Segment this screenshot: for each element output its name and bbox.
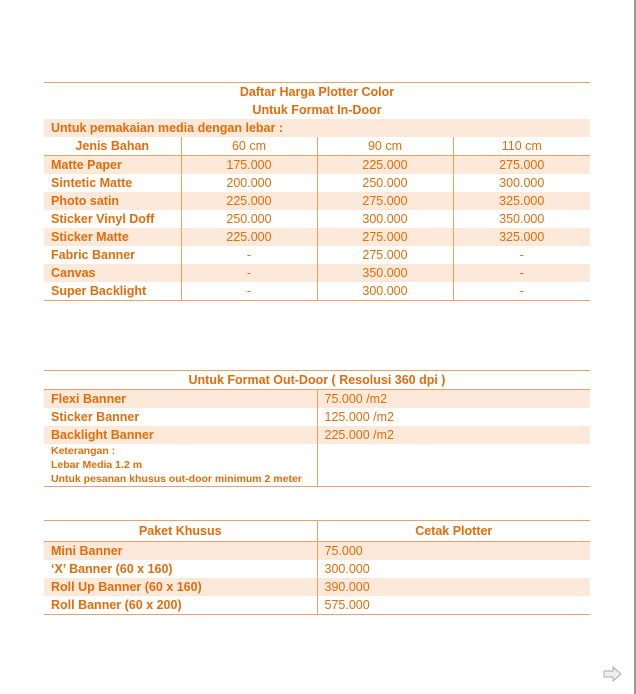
- item-price: 75.000: [317, 542, 590, 561]
- item-name: Photo satin: [44, 192, 181, 210]
- item-name: Mini Banner: [44, 542, 317, 561]
- empty-cell: [317, 458, 590, 472]
- note-row: [44, 444, 590, 458]
- item-price: 275.000: [317, 228, 453, 246]
- item-price: 125.000 /m2: [317, 408, 590, 426]
- table-row: [44, 264, 590, 282]
- table-row: [44, 282, 590, 301]
- item-price: 250.000: [181, 210, 317, 228]
- column-header: Paket Khusus: [44, 521, 317, 542]
- item-price: 575.000: [317, 596, 590, 615]
- note-text: Keterangan :: [51, 445, 116, 457]
- item-name: Roll Banner (60 x 200): [51, 598, 182, 612]
- item-name: Canvas: [44, 264, 181, 282]
- column-header: 90 cm: [317, 137, 453, 156]
- note-text: Untuk pesanan khusus out-door minimum 2 meter: [51, 473, 302, 485]
- table-row: [44, 578, 590, 596]
- table-row: [44, 228, 590, 246]
- column-header: 110 cm: [453, 137, 590, 156]
- table-row: [44, 542, 590, 561]
- item-price: 225.000: [181, 192, 317, 210]
- item-price: 300.000: [317, 282, 453, 301]
- item-price: 275.000: [453, 156, 590, 175]
- table-subtitle: Untuk Format In-Door: [252, 103, 382, 117]
- item-price: 300.000: [317, 210, 453, 228]
- item-name: Sticker Matte: [44, 228, 181, 246]
- item-price: 225.000 /m2: [317, 426, 590, 444]
- package-price-table: [44, 520, 590, 615]
- item-name: Flexi Banner: [44, 390, 317, 409]
- item-price: 250.000: [317, 174, 453, 192]
- item-price: -: [181, 246, 317, 264]
- note-row: [44, 472, 590, 487]
- table-title: Daftar Harga Plotter Color: [239, 85, 395, 99]
- column-header: Jenis Bahan: [44, 137, 181, 156]
- table-row: [44, 390, 590, 409]
- item-price: 350.000: [317, 264, 453, 282]
- item-name: ‘X’ Banner (60 x 160): [51, 562, 173, 576]
- table-row: [44, 426, 590, 444]
- media-width-label: Untuk pemakaian media dengan lebar :: [44, 119, 590, 137]
- item-price: 75.000 /m2: [317, 390, 590, 409]
- item-price: -: [181, 282, 317, 301]
- column-header: 60 cm: [181, 137, 317, 156]
- item-price: 300.000: [317, 560, 590, 578]
- item-name: Fabric Banner: [51, 248, 136, 262]
- item-price: 225.000: [317, 156, 453, 175]
- empty-cell: [317, 444, 590, 458]
- table-row: [44, 596, 590, 615]
- item-price: 350.000: [453, 210, 590, 228]
- column-header: Cetak Plotter: [317, 521, 590, 542]
- table-title: Untuk Format Out-Door ( Resolusi 360 dpi ): [44, 371, 590, 390]
- note-text: Lebar Media 1.2 m: [51, 459, 143, 471]
- item-name: Super Backlight: [51, 284, 147, 298]
- table-row: [44, 246, 590, 264]
- item-price: 225.000: [181, 228, 317, 246]
- note-row: [44, 458, 590, 472]
- table-row: [44, 174, 590, 192]
- table-row: [44, 408, 590, 426]
- item-name: Backlight Banner: [44, 426, 317, 444]
- item-price: 175.000: [181, 156, 317, 175]
- indoor-price-table: [44, 82, 590, 301]
- item-price: 200.000: [181, 174, 317, 192]
- item-price: -: [181, 264, 317, 282]
- item-name: Sintetic Matte: [51, 176, 133, 190]
- item-price: -: [453, 264, 590, 282]
- item-price: 325.000: [453, 192, 590, 210]
- item-name: Roll Up Banner (60 x 160): [44, 578, 317, 596]
- item-price: 300.000: [453, 174, 590, 192]
- empty-cell: [317, 472, 590, 487]
- item-price: 390.000: [317, 578, 590, 596]
- next-page-arrow-icon[interactable]: [603, 666, 623, 682]
- item-price: 325.000: [453, 228, 590, 246]
- item-price: 275.000: [317, 246, 453, 264]
- outdoor-price-table: [44, 370, 590, 487]
- item-name: Matte Paper: [44, 156, 181, 175]
- table-row: [44, 156, 590, 175]
- item-price: -: [453, 282, 590, 301]
- item-price: -: [453, 246, 590, 264]
- table-row: [44, 210, 590, 228]
- table-row: [44, 192, 590, 210]
- item-price: 275.000: [317, 192, 453, 210]
- item-name: Sticker Banner: [51, 410, 140, 424]
- item-name: Sticker Vinyl Doff: [51, 212, 155, 226]
- table-row: [44, 560, 590, 578]
